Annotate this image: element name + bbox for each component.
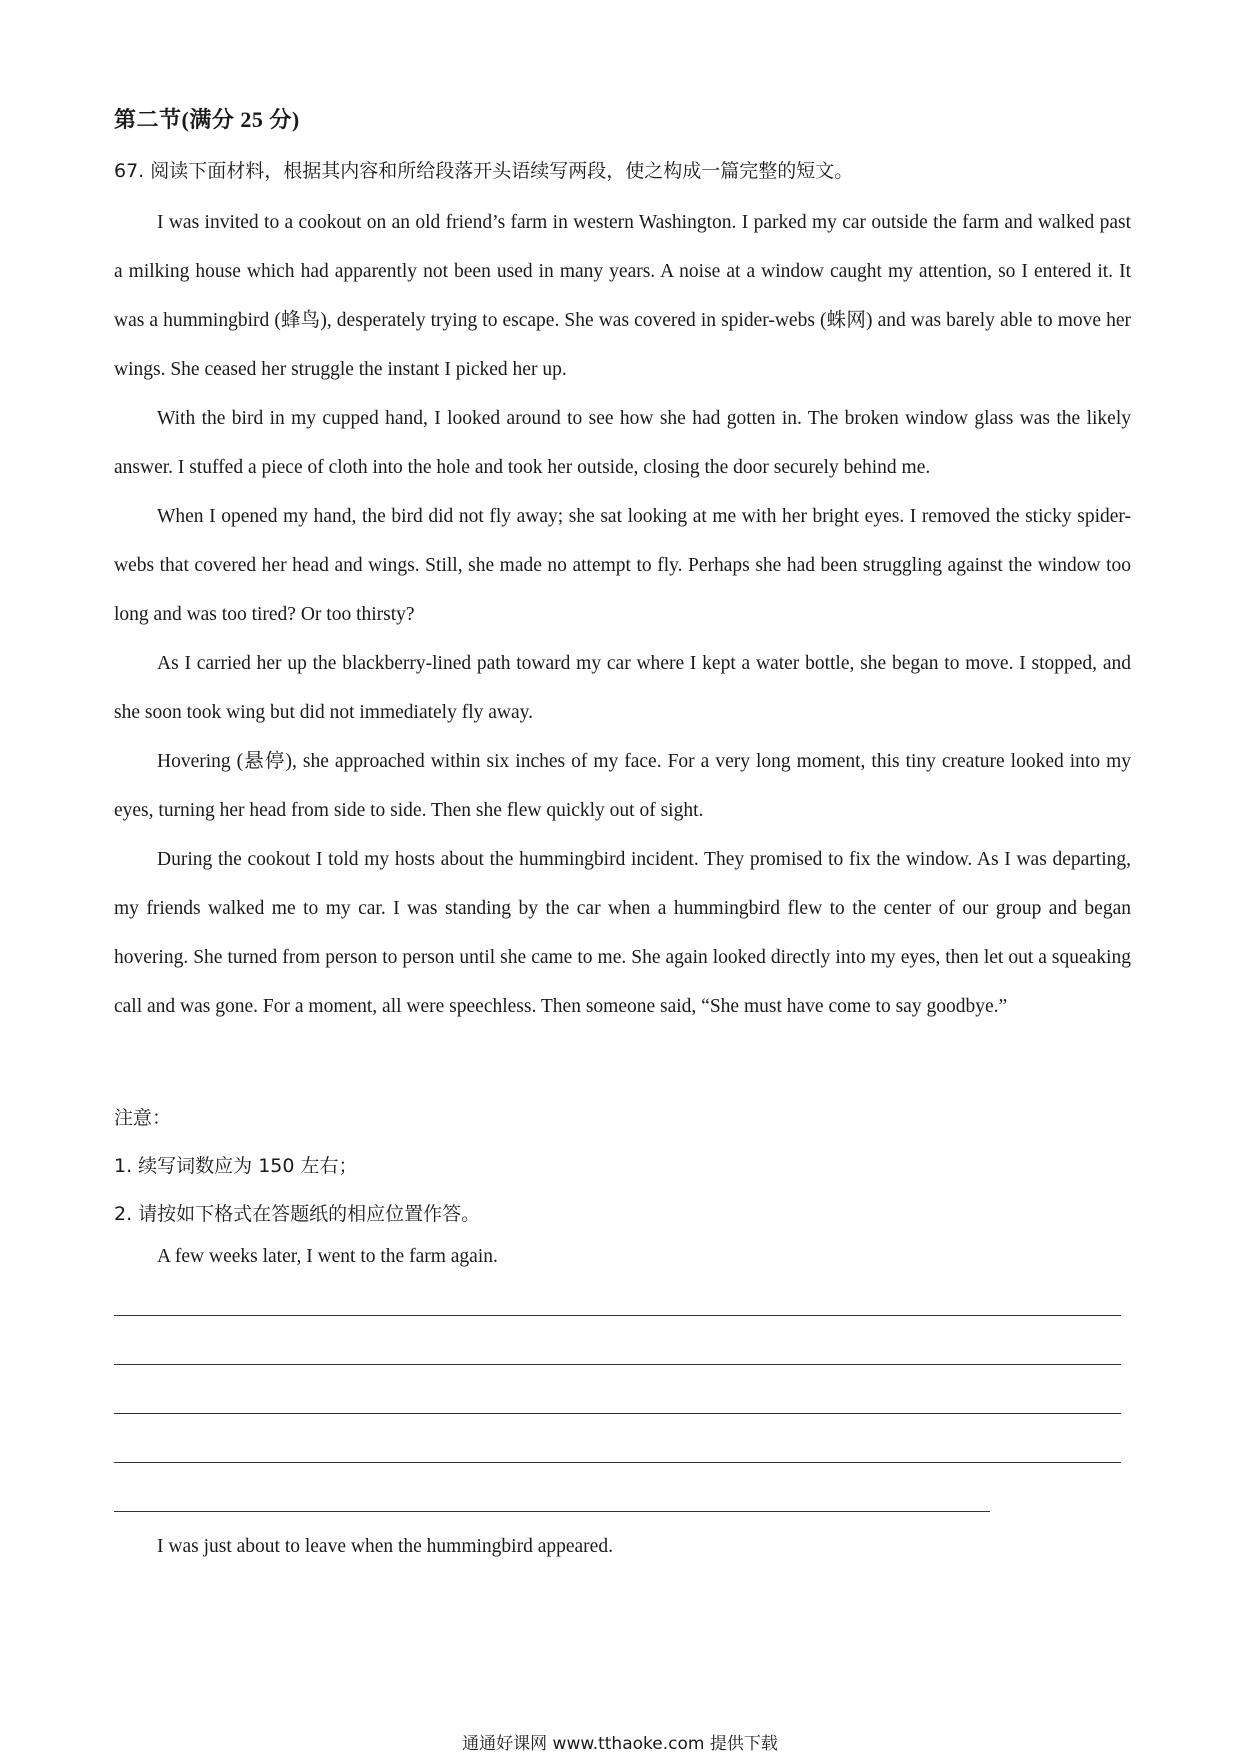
question-instruction: 67. 阅读下面材料，根据其内容和所给段落开头语续写两段，使之构成一篇完整的短文。 [114, 160, 854, 182]
story-paragraph: I was invited to a cookout on an old friend’s farm in western Washington. I parked my car outside the farm and walked past a milking house which had apparently not been used in many years. A noise at a window caught my attention, so I entered it. It was a hummingbird (蜂鸟), desperately trying to escape. She was covered in spider-webs (蛛网) and was barely able to move her wings. She ceased her struggle the instant I picked her up. [114, 212, 1131, 380]
answer-line[interactable] [114, 1315, 1121, 1316]
story-paragraph: When I opened my hand, the bird did not fly away; she sat looking at me with her bright eyes. I removed the sticky spider-webs that covered her head and wings. Still, she made no attempt to fly. Perhaps she had been struggling against the window too long and was too tired? Or too thirsty? [114, 506, 1131, 625]
notes-block [114, 1094, 480, 1238]
answer-line[interactable] [114, 1364, 1121, 1365]
section-title: 第二节(满分 25 分) [114, 107, 300, 132]
footer-source: 通通好课网 www.tthaoke.com 提供下载 [462, 1734, 778, 1754]
story-paragraph: During the cookout I told my hosts about the hummingbird incident. They promised to fix the window. As I was departing, my friends walked me to my car. I was standing by the car when a hummingbird flew to the center of our group and began hovering. She turned from person to person until she came to me. She again looked directly into my eyes, then let out a squeaking call and was gone. For a moment, all were speechless. Then someone said, “She must have come to say goodbye.” [114, 849, 1131, 1017]
note-item: 1. 续写词数应为 150 左右； [114, 1155, 358, 1177]
note-item: 2. 请按如下格式在答题纸的相应位置作答。 [114, 1203, 481, 1225]
notes-heading: 注意： [114, 1107, 172, 1129]
story-paragraph: As I carried her up the blackberry-lined path toward my car where I kept a water bottle, she began to move. I stopped, and she soon took wing but did not immediately fly away. [114, 653, 1131, 723]
answer-line[interactable] [114, 1462, 1121, 1463]
story-paragraph: With the bird in my cupped hand, I looked around to see how she had gotten in. The broken window glass was the likely answer. I stuffed a piece of cloth into the hole and took her outside, closing the door securely behind me. [114, 408, 1131, 478]
story-text [114, 198, 1131, 1031]
continuation-paragraph-2-start: I was just about to leave when the hummingbird appeared. [157, 1536, 613, 1557]
continuation-paragraph-1-start: A few weeks later, I went to the farm again. [157, 1246, 498, 1267]
answer-line[interactable] [114, 1511, 990, 1512]
story-paragraph: Hovering (悬停), she approached within six inches of my face. For a very long moment, this tiny creature looked into my eyes, turning her head from side to side. Then she flew quickly out of sight. [114, 751, 1131, 821]
answer-line[interactable] [114, 1413, 1121, 1414]
